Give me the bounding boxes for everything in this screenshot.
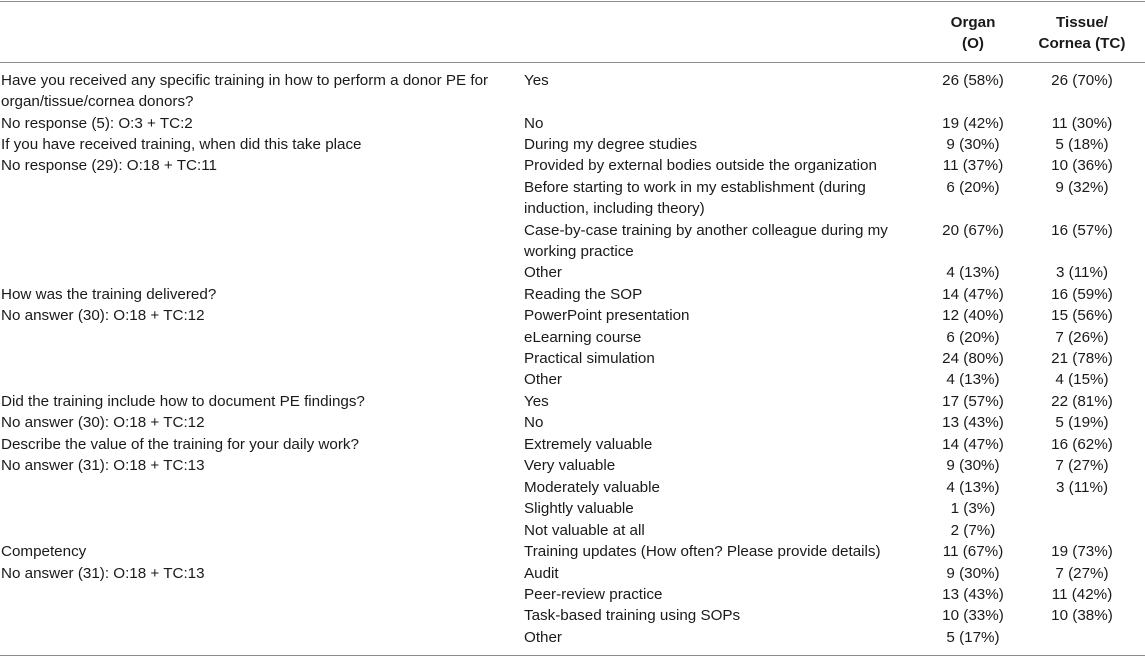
organ-value: 2 (7%): [950, 522, 996, 539]
header-tissue-line-1: Tissue/: [1055, 14, 1109, 31]
answer-cell: [524, 455, 904, 476]
answer-cell: [524, 584, 904, 605]
question-text: Did the training include how to document PE findings?: [1, 393, 365, 410]
tissue-cornea-value: 7 (27%): [1055, 457, 1109, 474]
tissue-cornea-value: 7 (27%): [1055, 565, 1109, 582]
organ-value: 24 (80%): [942, 350, 1004, 367]
answer-text: Other: [524, 629, 562, 646]
organ-value: 12 (40%): [942, 307, 1004, 324]
question-text: No answer (30): O:18 + TC:12: [1, 307, 205, 324]
organ-value: 1 (3%): [950, 500, 996, 517]
organ-value: 6 (20%): [946, 329, 1000, 346]
answer-cell: [524, 134, 904, 155]
organ-value: 13 (43%): [942, 586, 1004, 603]
answer-cell: [524, 155, 904, 176]
answer-text: Practical simulation: [524, 350, 655, 367]
tissue-cornea-value: 3 (11%): [1055, 479, 1109, 496]
answer-text: Provided by external bodies outside the organization: [524, 157, 877, 174]
organ-value: 14 (47%): [942, 286, 1004, 303]
answer-cell: [524, 563, 904, 584]
organ-value: 9 (30%): [946, 565, 1000, 582]
organ-value: 13 (43%): [942, 414, 1004, 431]
tissue-cornea-value: 4 (15%): [1055, 371, 1109, 388]
answer-cell: [524, 113, 904, 134]
organ-value: 9 (30%): [946, 457, 1000, 474]
answer-text: Reading the SOP: [524, 286, 643, 303]
answer-text: Moderately valuable: [524, 479, 660, 496]
answer-cell: [524, 262, 904, 283]
bottom-rule: [0, 655, 1145, 656]
answer-text: Other: [524, 264, 562, 281]
answer-text: Yes: [524, 72, 549, 89]
organ-value: 17 (57%): [942, 393, 1004, 410]
organ-value: 5 (17%): [946, 629, 1000, 646]
question-cell: [1, 455, 511, 476]
tissue-cornea-value: 3 (11%): [1055, 264, 1109, 281]
answer-cell: [524, 305, 904, 326]
tissue-cornea-value: 16 (59%): [1051, 286, 1113, 303]
answer-cell: [524, 348, 904, 369]
answer-text: eLearning course: [524, 329, 642, 346]
answer-cell: [524, 520, 904, 541]
answer-text: Very valuable: [524, 457, 616, 474]
question-cell: [1, 541, 511, 562]
header-tissue-line-2: Cornea (TC): [1038, 35, 1126, 52]
organ-value: 20 (67%): [942, 222, 1004, 239]
tissue-cornea-value: 22 (81%): [1051, 393, 1113, 410]
tissue-cornea-value: 5 (18%): [1055, 136, 1109, 153]
question-text: No answer (31): O:18 + TC:13: [1, 457, 205, 474]
question-text: organ/tissue/cornea donors?: [1, 93, 194, 111]
answer-cell: [524, 70, 904, 91]
answer-text: PowerPoint presentation: [524, 307, 690, 324]
question-cell: [1, 70, 511, 113]
answer-text: Not valuable at all: [524, 522, 645, 539]
answer-text: Other: [524, 371, 562, 388]
organ-value: 19 (42%): [942, 115, 1004, 132]
question-cell: [1, 284, 511, 305]
tissue-cornea-value: 19 (73%): [1051, 543, 1113, 560]
tissue-cornea-value: 16 (57%): [1051, 222, 1113, 239]
answer-text: Task-based training using SOPs: [524, 607, 741, 624]
question-text: No response (29): O:18 + TC:11: [1, 157, 217, 174]
question-text: If you have received training, when did this take place: [1, 136, 362, 153]
answer-cell: [524, 434, 904, 455]
organ-value: 4 (13%): [946, 479, 1000, 496]
answer-text: Slightly valuable: [524, 500, 634, 517]
answer-text: During my degree studies: [524, 136, 698, 153]
organ-value: 9 (30%): [946, 136, 1000, 153]
answer-text: working practice: [524, 243, 634, 261]
answer-text: Extremely valuable: [524, 436, 653, 453]
answer-cell: [524, 177, 904, 220]
organ-value: 6 (20%): [946, 179, 1000, 196]
answer-cell: [524, 412, 904, 433]
tissue-cornea-value: 15 (56%): [1051, 307, 1113, 324]
header-organ-line-1: Organ: [950, 14, 996, 31]
question-cell: [1, 434, 511, 455]
answer-text: Peer-review practice: [524, 586, 663, 603]
question-cell: [1, 113, 511, 134]
question-text: No answer (31): O:18 + TC:13: [1, 565, 205, 582]
header-tissue-cornea: [1024, 12, 1140, 54]
question-text: No answer (30): O:18 + TC:12: [1, 414, 205, 431]
answer-text: Audit: [524, 565, 559, 582]
top-rule: [0, 1, 1145, 2]
question-text: Describe the value of the training for your daily work?: [1, 436, 359, 453]
answer-cell: [524, 369, 904, 390]
tissue-cornea-value: 10 (38%): [1051, 607, 1113, 624]
question-cell: [1, 305, 511, 326]
tissue-cornea-value: 26 (70%): [1051, 72, 1113, 89]
question-cell: [1, 412, 511, 433]
answer-cell: [524, 605, 904, 626]
organ-value: 11 (67%): [942, 543, 1004, 560]
answer-cell: [524, 220, 904, 263]
tissue-cornea-value: 21 (78%): [1051, 350, 1113, 367]
tissue-cornea-value: 9 (32%): [1055, 179, 1109, 196]
question-text: Competency: [1, 543, 87, 560]
header-organ-line-2: (O): [962, 35, 984, 52]
answer-text: No: [524, 115, 544, 132]
tissue-cornea-value: 11 (42%): [1051, 586, 1113, 603]
answer-text: Case-by-case training by another colleague during my: [524, 222, 888, 239]
header-organ: [930, 12, 1016, 54]
tissue-cornea-value: 5 (19%): [1055, 414, 1109, 431]
tissue-cornea-value: 11 (30%): [1051, 115, 1113, 132]
question-cell: [1, 563, 511, 584]
answer-cell: [524, 627, 904, 648]
question-cell: [1, 155, 511, 176]
answer-cell: [524, 391, 904, 412]
answer-text: Before starting to work in my establishment (during: [524, 179, 866, 196]
organ-value: 14 (47%): [942, 436, 1004, 453]
tissue-cornea-value: 10 (36%): [1051, 157, 1113, 174]
organ-value: 10 (33%): [942, 607, 1004, 624]
answer-text: induction, including theory): [524, 200, 705, 218]
organ-value: 11 (37%): [942, 157, 1004, 174]
question-cell: [1, 391, 511, 412]
answer-text: No: [524, 414, 544, 431]
answer-cell: [524, 327, 904, 348]
organ-value: 4 (13%): [946, 264, 1000, 281]
answer-text: Training updates (How often? Please provide details): [524, 543, 881, 560]
organ-value: 4 (13%): [946, 371, 1000, 388]
tissue-cornea-value: 16 (62%): [1051, 436, 1113, 453]
answer-cell: [524, 284, 904, 305]
question-text: No response (5): O:3 + TC:2: [1, 115, 193, 132]
tissue-cornea-value: 7 (26%): [1055, 329, 1109, 346]
question-cell: [1, 134, 511, 155]
answer-text: Yes: [524, 393, 549, 410]
question-text: How was the training delivered?: [1, 286, 217, 303]
question-text: Have you received any specific training in how to perform a donor PE for: [1, 72, 489, 89]
answer-cell: [524, 498, 904, 519]
answer-cell: [524, 541, 904, 562]
answer-cell: [524, 477, 904, 498]
header-rule: [0, 62, 1145, 63]
organ-value: 26 (58%): [942, 72, 1004, 89]
